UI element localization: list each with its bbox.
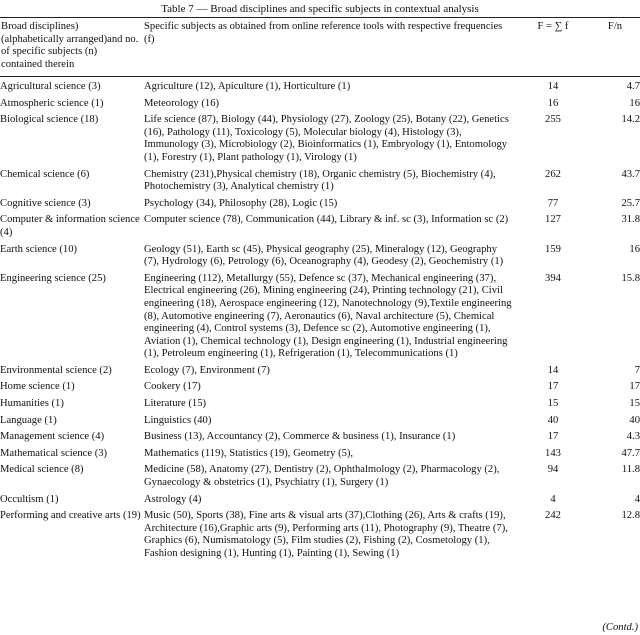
ratio-cell: 43.7: [621, 168, 640, 180]
subjects-cell: Engineering (112), Metallurgy (55), Defence sc (37), Mechanical engineering (37), Electrical engineering (26), Mining engineering (24), Printing technology (21), Civil engineering (18), Aerospace engineering (12), Nanotechnology (9),Textile engineering (8), Automotive engineering (7), Aeronautics (6), Naval architecture (5), Chemical engineering (4), Control systems (3), Defence sc (2), Automotive engineering (1), Aviation (1), Chemical technology (1), Design engineering (1), Industrial engineering (1), Petroleum engineering (1), Refrigeration (1), Telecommunications (1): [144, 272, 512, 360]
table-row: [0, 464, 640, 493]
discipline-cell: Atmospheric science (1): [0, 97, 104, 109]
discipline-cell: Chemical science (6): [0, 168, 90, 180]
discipline-cell: Language (1): [0, 414, 57, 426]
table-row: [0, 244, 640, 273]
disciplines-table: [0, 81, 640, 565]
table-row: [0, 114, 640, 168]
header-ratio: F/n: [607, 21, 623, 32]
discipline-cell: Computer & information science (4): [0, 214, 140, 238]
header-total-frequency: F = ∑ f: [537, 21, 569, 32]
discipline-cell: Occultism (1): [0, 493, 59, 505]
continued-note: (Contd.): [602, 622, 638, 633]
discipline-cell: Earth science (10): [0, 243, 78, 255]
subjects-cell: Literature (15): [144, 398, 207, 410]
subjects-cell: Psychology (34), Philosophy (28), Logic (15): [144, 197, 338, 209]
subjects-cell: Astrology (4): [144, 493, 202, 505]
discipline-cell: Home science (1): [0, 381, 75, 393]
total-frequency-cell: 14: [547, 364, 559, 376]
discipline-cell: Mathematical science (3): [0, 447, 108, 459]
top-rule: [0, 17, 640, 18]
ratio-cell: 7: [634, 364, 640, 376]
table-row: [0, 510, 640, 564]
total-frequency-cell: 17: [547, 431, 559, 443]
subjects-cell: Meteorology (16): [144, 97, 220, 109]
total-frequency-cell: 159: [545, 243, 561, 255]
table-row: [0, 431, 640, 448]
total-frequency-cell: 255: [545, 114, 561, 126]
discipline-cell: Cognitive science (3): [0, 197, 91, 209]
total-frequency-cell: 16: [547, 97, 559, 109]
ratio-cell: 17: [629, 381, 640, 393]
ratio-cell: 15.8: [621, 272, 640, 284]
subjects-cell: Ecology (7), Environment (7): [144, 364, 270, 376]
total-frequency-cell: 77: [547, 197, 559, 209]
total-frequency-cell: 14: [547, 81, 559, 92]
discipline-cell: Humanities (1): [0, 398, 64, 410]
header-discipline: Broad disciplines) (alphabetically arranged)and no. of specific subjects (n) contained therein: [1, 21, 139, 70]
subjects-cell: Business (13), Accountancy (2), Commerce & business (1), Insurance (1): [144, 431, 456, 443]
ratio-cell: 31.8: [621, 214, 640, 226]
total-frequency-cell: 94: [547, 464, 559, 476]
table-row: [0, 98, 640, 115]
ratio-cell: 16: [629, 243, 640, 255]
discipline-cell: Agricultural science (3): [0, 81, 101, 92]
table-row: [0, 415, 640, 432]
subjects-cell: Life science (87), Biology (44), Physiology (27), Zoology (25), Botany (22), Genetics (16), Pathology (11), Toxicology (5), Molecular biology (4), Histology (3), Immunology (3), Microbiology (2), Bioinformatics (1), Embryology (1), Entomology (1), Forestry (1), Plant pathology (1), Virology (1): [144, 114, 509, 163]
total-frequency-cell: 143: [545, 447, 561, 459]
discipline-cell: Engineering science (25): [0, 272, 106, 284]
table-row: [0, 398, 640, 415]
ratio-cell: 4.7: [626, 81, 640, 92]
subjects-cell: Chemistry (231),Physical chemistry (18), Organic chemistry (5), Biochemistry (4), Photochemistry (3), Analytical chemistry (1): [144, 168, 496, 193]
ratio-cell: 40: [629, 414, 640, 426]
subjects-cell: Computer science (78), Communication (44), Library & inf. sc (3), Information sc (2): [144, 214, 509, 226]
ratio-cell: 25.7: [621, 197, 640, 209]
ratio-cell: 14.2: [621, 114, 640, 126]
table-row: [0, 494, 640, 511]
table-row: [0, 198, 640, 215]
subjects-cell: Geology (51), Earth sc (45), Physical geography (25), Mineralogy (12), Geography (7), Hydrology (6), Petrology (6), Oceanography (4), Geodesy (2), Geochemistry (1): [144, 243, 504, 268]
discipline-cell: Management science (4): [0, 431, 105, 443]
subjects-cell: Music (50), Sports (38), Fine arts & visual arts (37),Clothing (26), Arts & crafts (19), Architecture (16),Graphic arts (9), Performing arts (11), Photography (9), Theatre (7), Graphics (6), Numismatology (5), Film studies (2), Fishing (2), Cosmetology (1), Fashion designing (1), Hunting (1), Painting (1), Sewing (1): [144, 510, 508, 559]
subjects-cell: Medicine (58), Anatomy (27), Dentistry (2), Ophthalmology (2), Pharmacology (2), Gynaecology & obstetrics (1), Psychiatry (1), Surgery (1): [144, 464, 500, 489]
header-rule: [0, 76, 640, 77]
ratio-cell: 11.8: [621, 464, 640, 476]
total-frequency-cell: 15: [547, 398, 559, 410]
total-frequency-cell: 127: [545, 214, 561, 226]
table-row: [0, 214, 640, 243]
total-frequency-cell: 242: [545, 510, 561, 522]
subjects-cell: Cookery (17): [144, 381, 201, 393]
subjects-cell: Mathematics (119), Statistics (19), Geometry (5),: [144, 447, 354, 459]
table-caption: Table 7 — Broad disciplines and specific subjects in contextual analysis: [161, 3, 479, 15]
ratio-cell: 47.7: [621, 447, 640, 459]
table-row: [0, 169, 640, 198]
discipline-cell: Environmental science (2): [0, 364, 112, 376]
ratio-cell: 4: [634, 493, 640, 505]
table-row: [0, 273, 640, 365]
total-frequency-cell: 394: [545, 272, 561, 284]
discipline-cell: Biological science (18): [0, 114, 99, 126]
table-row: [0, 448, 640, 465]
ratio-cell: 12.8: [621, 510, 640, 522]
ratio-cell: 4.3: [626, 431, 640, 443]
subjects-cell: Agriculture (12), Apiculture (1), Horticulture (1): [144, 81, 351, 92]
total-frequency-cell: 40: [547, 414, 559, 426]
table-row: [0, 365, 640, 382]
subjects-cell: Linguistics (40): [144, 414, 212, 426]
total-frequency-cell: 4: [550, 493, 556, 505]
ratio-cell: 15: [629, 398, 640, 410]
ratio-cell: 16: [629, 97, 640, 109]
total-frequency-cell: 262: [545, 168, 561, 180]
header-subjects: Specific subjects as obtained from online reference tools with respective frequencies (f): [144, 21, 503, 45]
table-row: [0, 381, 640, 398]
total-frequency-cell: 17: [547, 381, 559, 393]
discipline-cell: Medical science (8): [0, 464, 84, 476]
table-row: [0, 81, 640, 98]
discipline-cell: Performing and creative arts (19): [0, 510, 141, 522]
